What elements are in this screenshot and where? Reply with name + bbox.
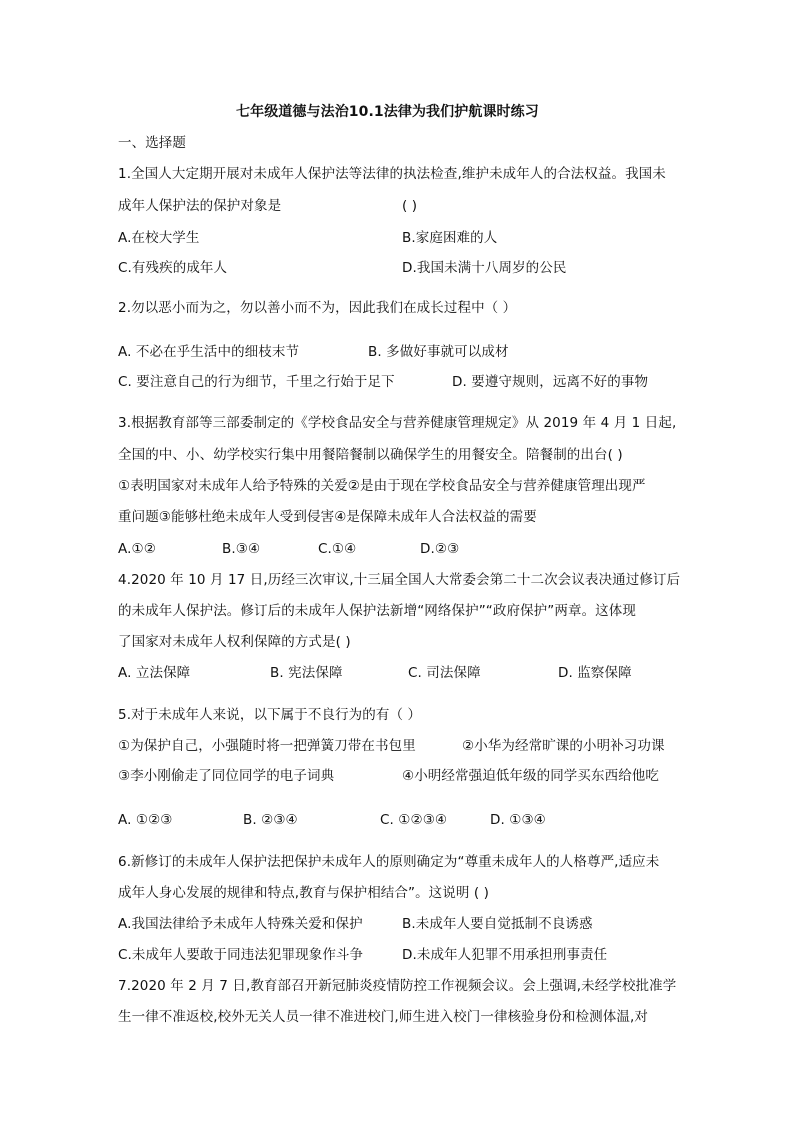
q5-option-b: B. ②③④ xyxy=(243,812,298,828)
q3-stem-line2: 全国的中、小、幼学校实行集中用餐陪餐制以确保学生的用餐安全。陪餐制的出台( ) xyxy=(118,447,623,463)
q6-option-b: B.未成年人要自觉抵制不良诱惑 xyxy=(402,916,593,932)
q2-option-d: D. 要遵守规则，远离不好的事物 xyxy=(452,374,649,390)
q1-option-d: D.我国未满十八周岁的公民 xyxy=(402,260,567,276)
q4-stem-line2: 的未成年人保护法。修订后的未成年人保护法新增“网络保护”“政府保护”两章。这体现 xyxy=(118,603,636,619)
q5-option-a: A. ①②③ xyxy=(118,812,173,828)
q4-stem-line3: 了国家对未成年人权利保障的方式是( ) xyxy=(118,634,351,650)
q3-stem-line3: ①表明国家对未成年人给予特殊的关爱②是由于现在学校食品安全与营养健康管理出现严 xyxy=(118,478,646,494)
q2-option-b: B. 多做好事就可以成材 xyxy=(368,344,509,360)
q5-item-4: ④小明经常强迫低年级的同学买东西给他吃 xyxy=(402,768,660,784)
q1-option-b: B.家庭困难的人 xyxy=(402,230,498,246)
q6-stem-line2: 成年人身心发展的规律和特点,教育与保护相结合”。这说明 ( ) xyxy=(118,885,490,901)
q5-item-1: ①为保护自己，小强随时将一把弹簧刀带在书包里 xyxy=(118,738,416,754)
q2-option-a: A. 不必在乎生活中的细枝末节 xyxy=(118,344,300,360)
q4-option-a: A. 立法保障 xyxy=(118,665,191,681)
q4-stem-line1: 4.2020 年 10 月 17 日,历经三次审议,十三届全国人大常委会第二十二次会议表决通过修订后 xyxy=(118,572,681,588)
q7-stem-line1: 7.2020 年 2 月 7 日,教育部召开新冠肺炎疫情防控工作视频会议。会上强调,未经学校批准学 xyxy=(118,978,677,994)
q4-option-c: C. 司法保障 xyxy=(408,665,481,681)
q3-option-d: D.②③ xyxy=(420,541,460,557)
q1-answer-paren: ( ) xyxy=(402,198,418,214)
q3-option-c: C.①④ xyxy=(318,541,357,557)
q5-item-3: ③李小刚偷走了同位同学的电子词典 xyxy=(118,768,335,784)
q6-stem-line1: 6.新修订的未成年人保护法把保护未成年人的原则确定为“尊重未成年人的人格尊严,适应未 xyxy=(118,854,660,870)
q5-option-c: C. ①②③④ xyxy=(380,812,448,828)
q3-stem-line4: 重问题③能够杜绝未成年人受到侵害④是保障未成年人合法权益的需要 xyxy=(118,509,537,525)
q6-option-c: C.未成年人要敢于同违法犯罪现象作斗争 xyxy=(118,947,364,963)
q5-item-2: ②小华为经常旷课的小明补习功课 xyxy=(462,738,665,754)
q6-option-a: A.我国法律给予未成年人特殊关爱和保护 xyxy=(118,916,363,932)
q1-option-c: C.有残疾的成年人 xyxy=(118,260,228,276)
section-heading: 一、选择题 xyxy=(118,135,186,151)
q6-option-d: D.未成年人犯罪不用承担刑事责任 xyxy=(402,947,608,963)
q2-option-c: C. 要注意自己的行为细节，千里之行始于足下 xyxy=(118,374,395,390)
q1-stem-line2: 成年人保护法的保护对象是 xyxy=(118,198,282,214)
q4-option-d: D. 监察保障 xyxy=(558,665,632,681)
q4-option-b: B. 宪法保障 xyxy=(270,665,343,681)
q3-stem-line1: 3.根据教育部等三部委制定的《学校食品安全与营养健康管理规定》从 2019 年 4 月 1 日起, xyxy=(118,415,677,431)
q3-option-a: A.①② xyxy=(118,541,156,557)
q5-stem: 5.对于未成年人来说，以下属于不良行为的有（ ） xyxy=(118,707,422,723)
document-title: 七年级道德与法治10.1法律为我们护航课时练习 xyxy=(236,104,539,120)
q7-stem-line2: 生一律不准返校,校外无关人员一律不准进校门,师生进入校门一律核验身份和检测体温,对 xyxy=(118,1009,648,1025)
q2-stem: 2.勿以恶小而为之，勿以善小而不为，因此我们在成长过程中（ ） xyxy=(118,300,517,316)
q1-stem-line1: 1.全国人大定期开展对未成年人保护法等法律的执法检查,维护未成年人的合法权益。我国未 xyxy=(118,166,666,182)
q5-option-d: D. ①③④ xyxy=(490,812,546,828)
q3-option-b: B.③④ xyxy=(222,541,261,557)
q1-option-a: A.在校大学生 xyxy=(118,230,200,246)
